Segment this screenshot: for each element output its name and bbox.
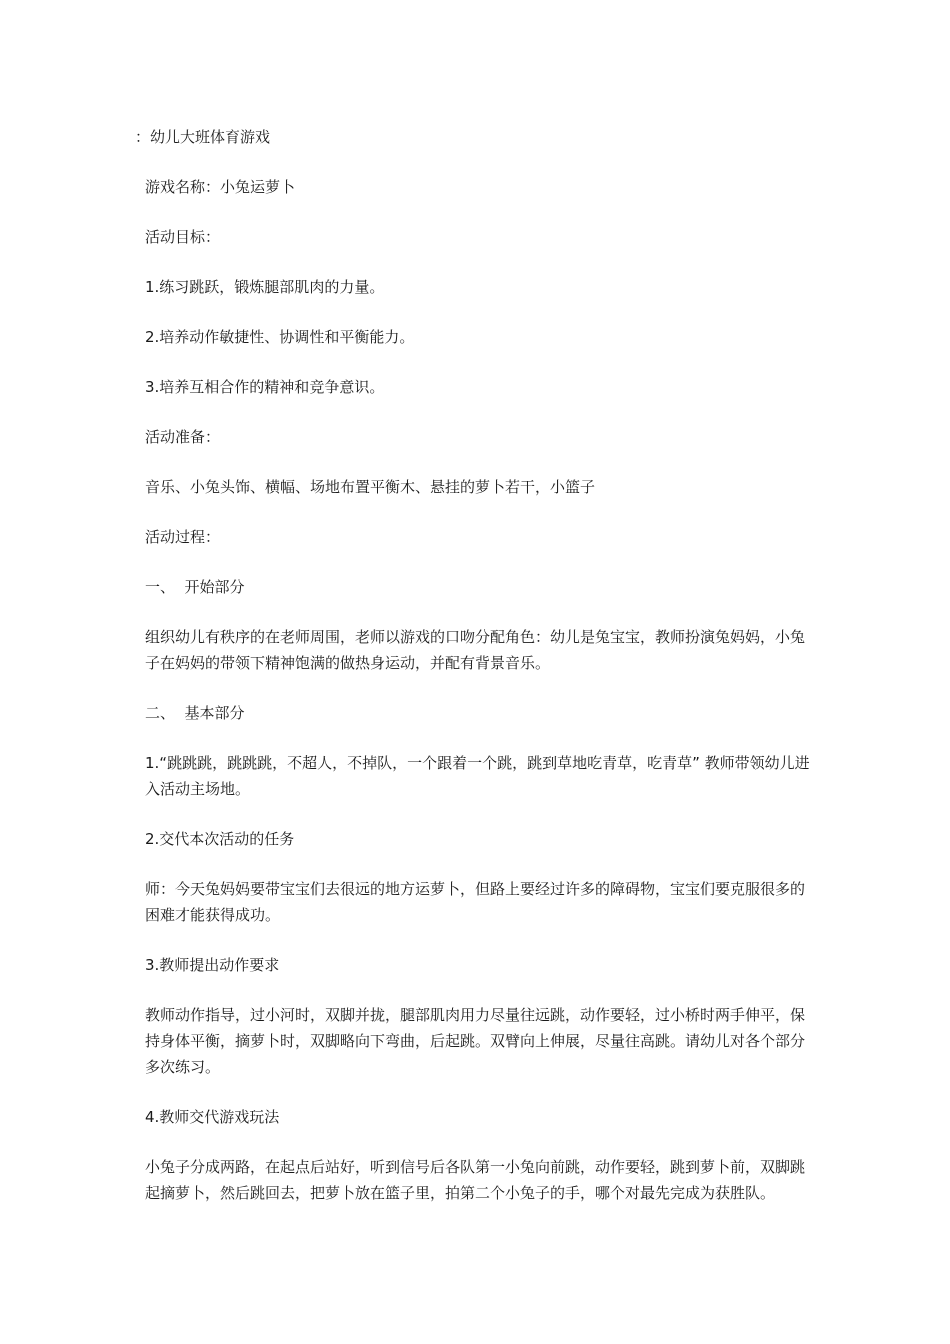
preparation-list: 音乐、小兔头饰、横幅、场地布置平衡木、悬挂的萝卜若干，小篮子: [145, 478, 596, 496]
document-title: ：幼儿大班体育游戏: [135, 128, 271, 146]
section-heading-process: 活动过程：: [145, 528, 221, 546]
basic-step-3-paragraph: 教师动作指导，过小河时，双脚并拢，腿部肌肉用力尽量往远跳，动作要轻，过小桥时两手伸平，保持身体平衡，摘萝卜时，双脚略向下弯曲，后起跳。双臂向上伸展，尽量往高跳。请幼儿对各个部分多次练习。: [145, 1006, 806, 1076]
part-heading-opening: 一、 开始部分: [145, 578, 245, 596]
basic-step-4-heading: 4.教师交代游戏玩法: [145, 1108, 280, 1126]
basic-step-1: 1.“跳跳跳，跳跳跳，不超人，不掉队，一个跟着一个跳，跳到草地吃青草，吃青草” 教师带领幼儿进入活动主场地。: [145, 754, 810, 798]
opening-paragraph: 组织幼儿有秩序的在老师周围，老师以游戏的口吻分配角色：幼儿是兔宝宝，教师扮演兔妈妈，小兔子在妈妈的带领下精神饱满的做热身运动，并配有背景音乐。: [145, 628, 806, 672]
objective-item-1: 1.练习跳跃，锻炼腿部肌肉的力量。: [145, 278, 385, 296]
section-heading-objectives: 活动目标：: [145, 228, 221, 246]
basic-step-2-paragraph: 师：今天兔妈妈要带宝宝们去很远的地方运萝卜，但路上要经过许多的障碍物，宝宝们要克服很多的困难才能获得成功。: [145, 880, 806, 924]
game-name: 游戏名称：小兔运萝卜: [145, 178, 296, 196]
basic-step-4-paragraph: 小兔子分成两路，在起点后站好，听到信号后各队第一小兔向前跳，动作要轻，跳到萝卜前，双脚跳起摘萝卜，然后跳回去，把萝卜放在篮子里，拍第二个小兔子的手，哪个对最先完成为获胜队。: [145, 1158, 806, 1202]
objective-item-2: 2.培养动作敏捷性、协调性和平衡能力。: [145, 328, 415, 346]
document-body: [135, 124, 810, 1230]
part-heading-basic: 二、 基本部分: [145, 704, 245, 722]
objective-item-3: 3.培养互相合作的精神和竞争意识。: [145, 378, 385, 396]
basic-step-2-heading: 2.交代本次活动的任务: [145, 830, 295, 848]
basic-step-3-heading: 3.教师提出动作要求: [145, 956, 280, 974]
section-heading-preparation: 活动准备：: [145, 428, 221, 446]
